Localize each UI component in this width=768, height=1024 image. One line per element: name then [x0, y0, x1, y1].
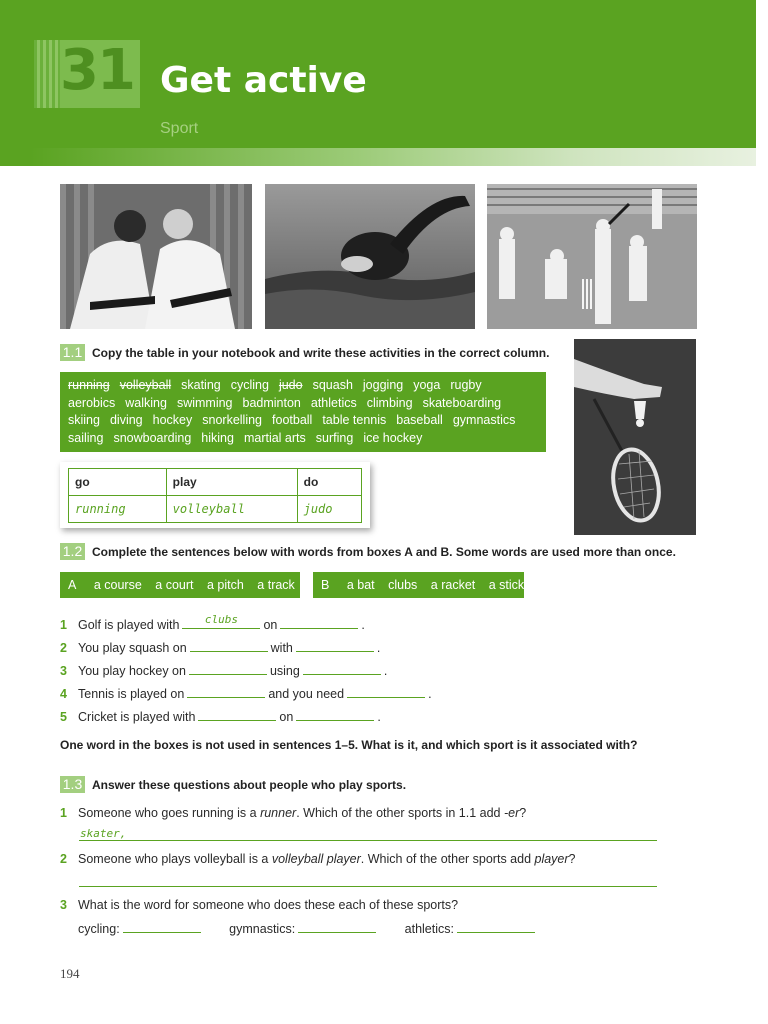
answer-blank[interactable] — [296, 640, 374, 652]
sentence-text: You play squash on — [78, 641, 187, 655]
answer-blank[interactable] — [123, 921, 201, 933]
exercise-label-1-1: 1.1 — [60, 344, 85, 361]
cricket-photo — [487, 184, 697, 329]
item-label-athletics: athletics: — [404, 922, 454, 936]
question-italic: runner — [260, 806, 297, 820]
activity-word: gymnastics — [452, 413, 516, 427]
sentence-4 — [60, 686, 432, 701]
exercise-1-2-instruction: Complete the sentences below with words from boxes A and B. Some words are used more than once. — [92, 545, 676, 559]
answer-blank[interactable] — [190, 640, 268, 652]
table-header-go: go — [69, 469, 167, 496]
question-text: ? — [568, 852, 576, 866]
sentence-text: using — [269, 664, 300, 678]
badminton-photo — [574, 339, 696, 535]
word-box-row — [68, 430, 538, 448]
activity-word: hiking — [201, 430, 234, 445]
activity-word: snorkelling — [202, 413, 263, 427]
table-header-do: do — [297, 469, 361, 496]
activity-word: swimming — [176, 395, 233, 410]
exercise-1-1-instruction: Copy the table in your notebook and write these activities in the correct column. — [92, 346, 550, 360]
handwritten-answer-q1: skater, — [80, 827, 127, 840]
answer-blank[interactable] — [457, 921, 535, 933]
page-title: Get active — [160, 60, 367, 101]
sentence-end: . — [428, 687, 432, 701]
activity-word: skating — [181, 378, 221, 392]
activity-word: aerobics — [68, 395, 116, 410]
box-b-letter: B — [321, 578, 330, 592]
exercise-label-1-2: 1.2 — [60, 543, 85, 560]
question-1 — [60, 806, 526, 820]
activity-word: baseball — [396, 413, 443, 427]
activity-word: athletics — [310, 395, 357, 410]
followup-question: One word in the boxes is not used in sentences 1–5. What is it, and which sport is it associated with? — [60, 738, 638, 752]
answer-line-q1[interactable] — [79, 840, 657, 841]
handwritten-answer: clubs — [204, 613, 238, 626]
activity-word: squash — [312, 378, 353, 392]
box-a-item: a track — [257, 578, 295, 592]
sentence-number: 2 — [60, 641, 67, 655]
answer-blank[interactable] — [187, 686, 265, 698]
sentence-text: with — [270, 641, 293, 655]
table-example-do: judo — [297, 496, 361, 523]
activity-word: skateboarding — [422, 395, 502, 410]
sentence-number: 5 — [60, 710, 67, 724]
box-b-item: a bat — [346, 578, 375, 592]
sentence-end: . — [383, 664, 388, 678]
question-3-items — [78, 921, 538, 936]
sentence-2 — [60, 640, 380, 655]
answer-blank[interactable] — [198, 709, 276, 721]
activities-word-box — [60, 372, 546, 452]
activity-word: martial arts — [243, 430, 306, 445]
sentence-number: 1 — [60, 618, 67, 632]
question-text: ? — [519, 806, 527, 820]
activity-word: walking — [125, 395, 167, 410]
item-label-gymnastics: gymnastics: — [229, 922, 296, 936]
word-box-row — [68, 377, 538, 395]
answer-blank[interactable] — [298, 921, 376, 933]
exercise-1-3-instruction: Answer these questions about people who play sports. — [92, 778, 407, 792]
word-box-row — [68, 412, 538, 430]
sentence-text: Golf is played with — [78, 618, 180, 632]
swimmer-photo — [265, 184, 475, 329]
unit-number: 31 — [60, 38, 134, 103]
answer-blank[interactable] — [296, 709, 374, 721]
activity-word: cycling — [230, 378, 269, 392]
sentence-1 — [60, 613, 365, 632]
activity-word: ice hockey — [363, 430, 423, 445]
word-box-a — [60, 572, 300, 598]
sentence-text: on — [279, 710, 294, 724]
sentence-text: on — [263, 618, 278, 632]
answer-blank[interactable] — [182, 613, 260, 629]
activities-table — [68, 468, 362, 523]
question-italic: volleyball player — [271, 852, 361, 866]
question-text: Someone who goes running is a — [78, 806, 261, 820]
box-a-item: a court — [155, 578, 194, 592]
activity-word: sailing — [68, 430, 104, 445]
answer-blank[interactable] — [280, 617, 358, 629]
exercise-label-1-3: 1.3 — [60, 776, 85, 793]
item-label-cycling: cycling: — [78, 922, 120, 936]
answer-line-q2[interactable] — [79, 886, 657, 887]
activity-word: rugby — [450, 378, 482, 392]
question-text: What is the word for someone who does these each of these sports? — [78, 898, 459, 912]
unit-header — [0, 0, 756, 166]
activities-table-card — [60, 462, 370, 528]
activity-word: jogging — [362, 378, 404, 392]
page-number: 194 — [60, 966, 80, 981]
activity-word: football — [272, 413, 313, 427]
activity-word: yoga — [413, 378, 441, 392]
table-example-go: running — [69, 496, 167, 523]
activity-word: hockey — [152, 413, 193, 427]
sentence-end: . — [376, 641, 381, 655]
table-example-play: volleyball — [166, 496, 297, 523]
question-number: 1 — [60, 806, 67, 820]
question-text: Someone who plays volleyball is a — [78, 852, 272, 866]
activity-word: climbing — [366, 395, 413, 410]
sentence-text: Cricket is played with — [78, 710, 196, 724]
activity-word: running — [68, 378, 110, 392]
judo-photo — [60, 184, 252, 329]
header-gradient-band — [30, 148, 756, 166]
unit-stripes — [34, 40, 60, 108]
activity-word: judo — [278, 378, 303, 392]
question-text: . Which of the other sports add — [360, 852, 535, 866]
activity-word: table tennis — [322, 413, 387, 427]
sentence-text: You play hockey on — [78, 664, 186, 678]
answer-blank[interactable] — [189, 663, 267, 675]
question-text: . Which of the other sports in 1.1 add — [296, 806, 504, 820]
box-a-item: a course — [93, 578, 142, 592]
activity-word: snowboarding — [113, 430, 192, 445]
sentence-text: Tennis is played on — [78, 687, 185, 701]
question-number: 2 — [60, 852, 67, 866]
box-b-item: clubs — [388, 578, 418, 592]
sentence-end: . — [361, 618, 365, 632]
box-a-item: a pitch — [206, 578, 244, 592]
answer-blank[interactable] — [347, 686, 425, 698]
word-box-row — [68, 395, 538, 413]
sentence-number: 3 — [60, 664, 67, 678]
word-box-b — [313, 572, 524, 598]
sentence-text: and you need — [268, 687, 345, 701]
question-3 — [60, 898, 458, 912]
activity-word: surfing — [315, 430, 354, 445]
activity-word: badminton — [242, 395, 301, 410]
box-b-item: a racket — [430, 578, 476, 592]
sentence-5 — [60, 709, 381, 724]
sentence-end: . — [377, 710, 381, 724]
sentence-3 — [60, 663, 387, 678]
activity-word: diving — [109, 413, 143, 427]
page-subtitle: Sport — [160, 120, 199, 137]
question-2 — [60, 852, 576, 866]
question-italic: -er — [503, 806, 520, 820]
sentence-number: 4 — [60, 687, 67, 701]
table-header-play: play — [166, 469, 297, 496]
question-number: 3 — [60, 898, 67, 912]
box-b-item: a stick — [488, 578, 525, 592]
answer-blank[interactable] — [303, 663, 381, 675]
question-italic: player — [534, 852, 569, 866]
box-a-letter: A — [68, 578, 77, 592]
activity-word: volleyball — [119, 378, 172, 392]
activity-word: skiing — [68, 413, 100, 427]
